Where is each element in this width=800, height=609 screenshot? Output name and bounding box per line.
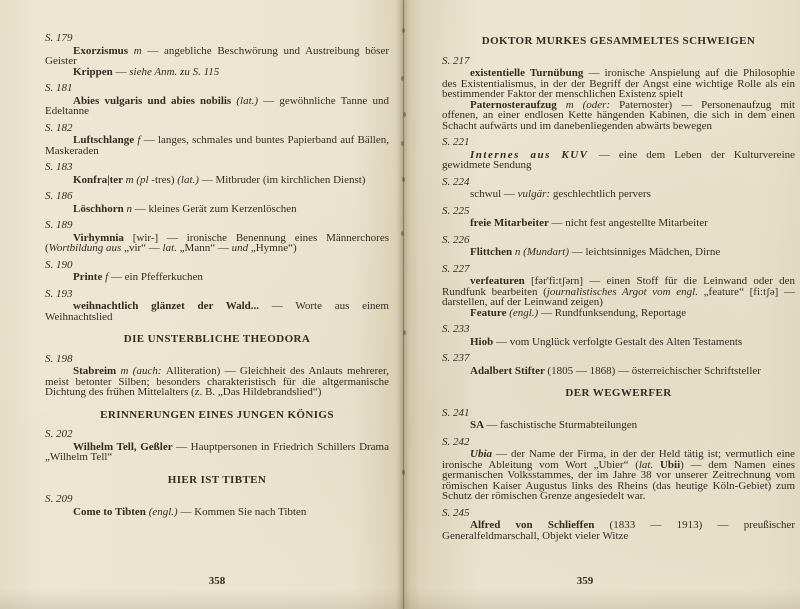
entry-text: — gewöhnliche Tanne und Edeltanne <box>45 94 389 117</box>
entry-text: Paternoster) — Personenaufzug mit offenen, an einer endlosen Kette hängenden Kabinen, die sich in dem einen Schacht aufwärts und im danebenliegenden abwärts bewegen <box>442 98 795 132</box>
entry-term: Luftschlange <box>73 134 138 146</box>
section-heading: DIE UNSTERBLICHE THEODORA <box>123 333 311 345</box>
glossary-entry <box>442 68 795 100</box>
entry-term: Virhymnia <box>73 231 133 244</box>
page-left <box>0 0 402 585</box>
entry-text: — langes, schmales und buntes Papierband auf Bällen, Maskeraden <box>45 134 389 157</box>
entry-page-ref: S. 190 <box>45 258 73 271</box>
entry-text: — kleines Gerät zum Kerzenlöschen <box>134 202 297 215</box>
entry-term: freie Mitarbeiter <box>470 217 552 229</box>
glossary-entry <box>45 301 389 322</box>
page-right <box>402 0 800 585</box>
entry-term: und <box>231 242 251 254</box>
entry-page-ref: S. 225 <box>442 204 470 217</box>
entry-term: Krippen <box>73 65 116 78</box>
glossary-entry <box>45 272 389 283</box>
entry-text: geschlechtlich pervers <box>552 188 651 200</box>
glossary-entry <box>442 520 795 541</box>
entry-text: — eine dem Leben der Kulturvereine gewidmete Sendung <box>442 148 796 171</box>
entry-text: — vom Unglück verfolgte Gestalt des Alten Testaments <box>495 335 743 348</box>
entry-term: Wortbildung aus <box>48 242 125 254</box>
entry-page-ref: S. 217 <box>442 54 470 67</box>
entry-term: (lat.) <box>177 173 202 186</box>
glossary-entry <box>442 189 795 200</box>
entry-term: Come to Tibten <box>73 505 149 518</box>
entry-text: — angebliche Beschwörung und Austreibung böser Geister <box>45 44 389 67</box>
glossary-entry <box>45 96 389 117</box>
entry-term: n <box>126 202 135 215</box>
glossary-entry <box>45 366 389 398</box>
entry-page-ref: S. 221 <box>442 136 470 148</box>
entry-term: Alfred von Schlieffen <box>470 519 610 531</box>
entry-text: [wir-] — ironische Benennung eines Männerchores ( <box>45 231 389 254</box>
entry-term: siehe Anm. zu S. 115 <box>129 65 220 78</box>
entry-page-ref: S. 179 <box>45 32 73 44</box>
entry-text: (1805 — 1868) — österreichischer Schriftsteller <box>547 364 761 377</box>
entry-page-ref: S. 227 <box>442 262 470 275</box>
entry-term: Konfra|ter <box>73 173 126 186</box>
entry-page-ref: S. 242 <box>442 435 470 448</box>
entry-page-ref: S. 182 <box>45 121 73 134</box>
entry-term: f <box>137 134 144 146</box>
entry-term: journalistisches Argot vom engl. <box>546 285 704 298</box>
page-right-content <box>442 36 795 541</box>
entry-text: — ein Pfefferkuchen <box>110 271 203 283</box>
entry-text: „feature“ [fi:tʃə] — darstellen, auf der Leinwand zeigen) <box>442 285 796 308</box>
entry-term: Feature <box>470 306 510 319</box>
entry-text: — faschistische Sturmabteilungen <box>486 419 638 431</box>
entry-term: weihnachtlich glänzet der Wald... <box>73 300 272 312</box>
entry-text: — Kommen Sie nach Tibten <box>180 505 307 518</box>
entry-term: Adalbert Stifter <box>470 364 548 377</box>
entry-text: „Hymne“) <box>250 242 297 254</box>
entry-text: — ironische Anspielung auf die Philosophie des Existentialismus, in der der Begriff der Angst eine wichtige Rolle als ein bestimmender Faktor der menschlichen Existenz spielt <box>442 67 795 100</box>
entry-text: — <box>115 65 130 78</box>
entry-term: n (Mundart) <box>514 246 572 258</box>
entry-page-ref: S. 233 <box>442 323 470 335</box>
glossary-entry <box>45 67 389 78</box>
entry-page-ref: S. 198 <box>45 352 73 365</box>
entry-page-ref: S. 245 <box>442 506 470 519</box>
entry-page-ref: S. 224 <box>442 175 470 188</box>
glossary-entry <box>442 218 795 229</box>
entry-term: existentielle Turnübung <box>470 67 589 79</box>
entry-page-ref: S. 193 <box>45 287 73 300</box>
entry-term: Löschhorn <box>73 202 127 215</box>
glossary-entry <box>442 276 795 308</box>
entry-text: — nicht fest angestellte Mitarbeiter <box>551 217 708 229</box>
entry-term: m (oder: <box>565 98 620 111</box>
glossary-entry <box>45 233 389 254</box>
entry-term: (engl.) <box>148 505 181 518</box>
glossary-entry <box>442 100 795 132</box>
entry-term: Exorzismus <box>73 44 134 57</box>
entry-term: (engl.) <box>509 306 541 319</box>
entry-page-ref: S. 241 <box>442 406 470 419</box>
glossary-entry <box>442 308 795 319</box>
entry-term: lat. <box>638 458 660 471</box>
entry-term: f <box>105 271 111 283</box>
entry-term: Abies vulgaris und abies nobilis <box>73 94 237 107</box>
glossary-entry <box>45 46 389 67</box>
glossary-entry <box>442 449 795 502</box>
entry-text: (1833 — 1913) — preußischer Generalfeldmarschall, Objekt vieler Witze <box>442 519 795 542</box>
glossary-entry <box>442 247 795 258</box>
page-number-left: 358 <box>208 575 226 587</box>
entry-term: Ubia <box>470 448 496 460</box>
glossary-entry <box>45 135 389 156</box>
glossary-entry <box>442 420 795 431</box>
entry-text: „vir“ — <box>124 242 163 254</box>
section-heading: DER WEGWERFER <box>565 387 672 399</box>
entry-text: ) — dem Namen eines germanischen Volksstammes, der im Jahre 38 vor unserer Zeitrechnung vom römischen Kaiser Augustus links des Rheins (das heutige Köln-Gebiet) zum Schutz der römischen Grenze angesiedelt war. <box>442 458 796 502</box>
entry-term: Printe <box>73 271 106 283</box>
entry-page-ref: S. 202 <box>45 428 73 440</box>
glossary-entry <box>45 175 389 186</box>
glossary-entry <box>442 366 795 377</box>
entry-term: m (pl <box>125 173 152 186</box>
entry-page-ref: S. 189 <box>45 219 73 231</box>
entry-text: — Mitbruder (im kirchlichen Dienst) <box>201 173 366 186</box>
entry-text: [fər'fi:tʃərn] — einen Stoff für die Leinwand oder den Rundfunk bearbeiten ( <box>442 275 795 298</box>
entry-page-ref: S. 186 <box>45 190 73 202</box>
entry-term: Hiob <box>470 335 496 348</box>
glossary-entry <box>442 337 795 348</box>
entry-text: — Rundfunksendung, Reportage <box>540 306 687 319</box>
entry-text: — Hauptpersonen in Friedrich Schillers Drama „Wilhelm Tell“ <box>45 440 389 463</box>
entry-term: lat. <box>162 242 180 254</box>
section-heading: ERINNERUNGEN EINES JUNGEN KÖNIGS <box>100 408 334 421</box>
entry-page-ref: S. 181 <box>45 82 73 94</box>
glossary-entry <box>45 204 389 215</box>
entry-term: Wilhelm Tell, Geßler <box>73 440 177 453</box>
entry-term: (lat.) <box>236 94 264 107</box>
entry-text: „Mann“ — <box>179 242 232 254</box>
entry-page-ref: S. 183 <box>45 161 73 173</box>
entry-term: Internes aus KUV <box>470 148 599 161</box>
entry-page-ref: S. 237 <box>442 352 470 364</box>
entry-text: schwul — <box>470 188 518 200</box>
entry-text: — Worte aus einem Weihnachtslied <box>45 300 389 323</box>
entry-term: m (auch: <box>120 365 166 377</box>
entry-term: m <box>133 44 148 57</box>
entry-text: — der Name der Firma, in der der Held tätig ist; vermutlich eine ironische Ableitung vom Wort „Ubier“ ( <box>442 448 796 471</box>
page-number-right: 359 <box>576 575 594 587</box>
glossary-entry <box>442 150 795 171</box>
entry-term: verfeaturen <box>470 275 531 287</box>
entry-term: vulgär: <box>517 188 553 200</box>
entry-term: Ubii <box>659 458 681 471</box>
section-heading: DOKTOR MURKES GESAMMELTES SCHWEIGEN <box>481 35 756 47</box>
glossary-entry <box>45 442 389 463</box>
glossary-entry <box>45 507 389 518</box>
entry-term: SA <box>470 419 487 431</box>
entry-page-ref: S. 226 <box>442 233 470 246</box>
entry-page-ref: S. 209 <box>45 493 73 505</box>
section-heading: HIER IST TIBTEN <box>167 473 267 486</box>
entry-text: -tres) <box>151 173 178 186</box>
entry-text: Alliteration) — Gleichheit des Anlauts mehrerer, meist betonter Silben; besonders charakteristisch für die altgermanische Dichtung des frühen Mittelalters (z. B. „Das Hildebrandslied“) <box>45 365 390 398</box>
page-left-content <box>45 33 389 517</box>
entry-term: Paternosteraufzug <box>470 98 566 111</box>
entry-term: Stabreim <box>73 365 121 377</box>
entry-text: — leichtsinniges Mädchen, Dirne <box>571 246 721 258</box>
entry-term: Flittchen <box>470 246 515 258</box>
